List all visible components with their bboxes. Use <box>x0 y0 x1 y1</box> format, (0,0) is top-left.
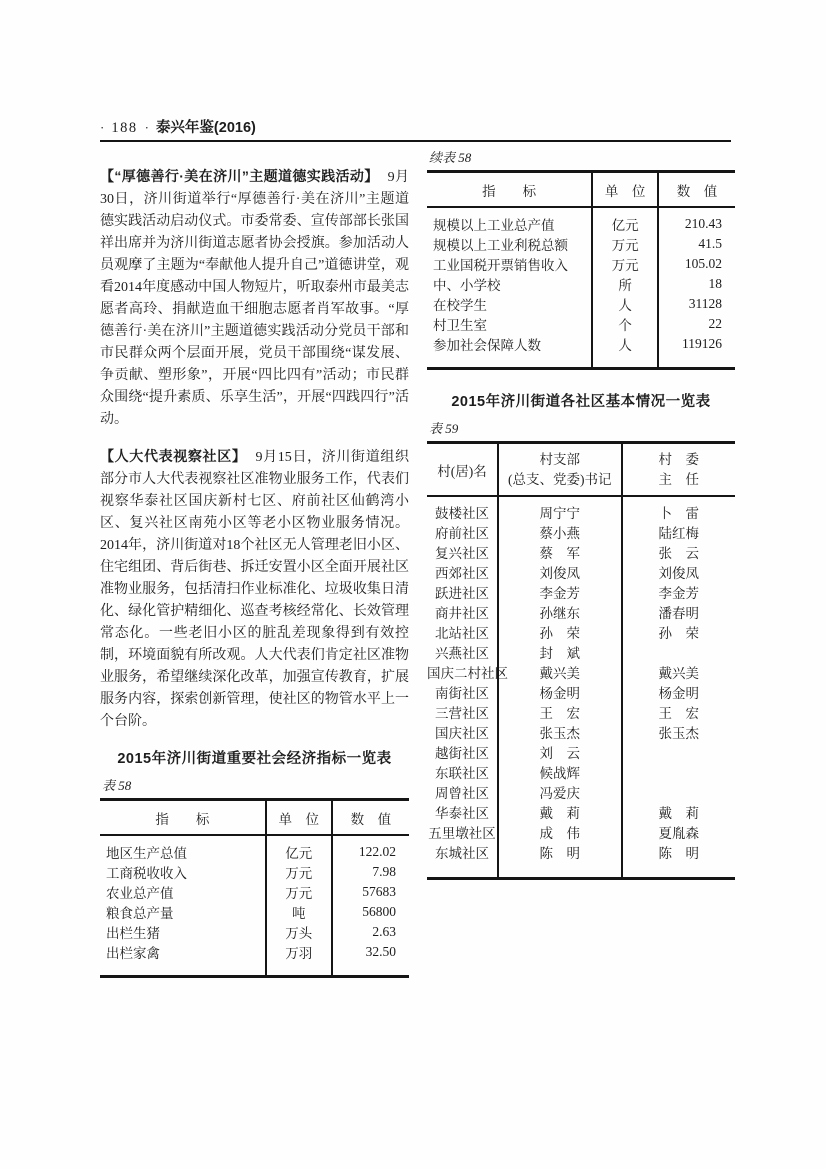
value-cell: 122.02 <box>358 844 396 859</box>
table-row <box>100 922 409 942</box>
separator-dot: · <box>144 120 149 135</box>
secretary-cell: 李金芳 <box>498 582 622 602</box>
header-indicator: 指 标 <box>100 800 266 836</box>
table-row <box>100 942 409 977</box>
secretary-cell: 王 宏 <box>498 702 622 722</box>
director-cell: 陈 明 <box>658 846 699 861</box>
table-59 <box>427 441 735 880</box>
table-row <box>427 622 735 642</box>
table-row <box>427 254 735 274</box>
secretary-cell: 成 伟 <box>498 822 622 842</box>
village-cell: 跃进社区 <box>427 582 498 602</box>
director-cell: 孙 荣 <box>658 626 699 641</box>
table-row <box>427 496 735 522</box>
secretary-cell: 戴 莉 <box>498 802 622 822</box>
village-cell: 国庆社区 <box>427 722 498 742</box>
indicator-cell: 规模以上工业利税总额 <box>427 234 592 254</box>
table-59-title: 2015年济川街道各社区基本情况一览表 <box>451 394 711 410</box>
left-column <box>100 151 409 978</box>
director-cell: 张 云 <box>658 546 699 561</box>
secretary-cell: 蔡 军 <box>498 542 622 562</box>
book-title: 泰兴年鉴(2016) <box>155 120 256 136</box>
director-cell <box>622 742 736 762</box>
village-cell: 西郊社区 <box>427 562 498 582</box>
indicator-cell: 农业总产值 <box>100 882 266 902</box>
value-cell: 32.50 <box>365 944 396 959</box>
unit-cell: 人 <box>592 294 658 314</box>
right-column <box>427 147 735 880</box>
director-cell: 夏胤森 <box>658 826 699 841</box>
village-cell: 东联社区 <box>427 762 498 782</box>
unit-cell: 人 <box>592 334 658 369</box>
director-cell <box>622 642 736 662</box>
table-58-label: 表 58 <box>102 778 132 793</box>
value-cell: 41.5 <box>698 236 722 251</box>
secretary-cell: 戴兴美 <box>498 662 622 682</box>
village-cell: 兴燕社区 <box>427 642 498 662</box>
header-director <box>622 443 736 497</box>
value-cell: 22 <box>708 316 722 331</box>
table-row <box>427 602 735 622</box>
separator-dot: · <box>100 120 105 135</box>
unit-cell: 万元 <box>266 882 332 902</box>
header-secretary-line1: 村支部 <box>539 452 580 467</box>
director-cell <box>622 762 736 782</box>
table-header-row <box>427 443 735 497</box>
village-cell: 东城社区 <box>427 842 498 879</box>
director-cell: 杨金明 <box>658 686 699 701</box>
unit-cell: 所 <box>592 274 658 294</box>
table-row <box>100 882 409 902</box>
indicator-cell: 工业国税开票销售收入 <box>427 254 592 274</box>
table-59-label: 表 59 <box>429 421 459 436</box>
table-row <box>427 822 735 842</box>
unit-cell: 个 <box>592 314 658 334</box>
table-row <box>100 835 409 862</box>
village-cell: 五里墩社区 <box>427 822 498 842</box>
director-cell: 张玉杰 <box>658 726 699 741</box>
secretary-cell: 杨金明 <box>498 682 622 702</box>
table-row <box>427 782 735 802</box>
table-row <box>427 662 735 682</box>
value-cell: 119126 <box>682 336 722 351</box>
secretary-cell: 孙 荣 <box>498 622 622 642</box>
table-row <box>427 542 735 562</box>
secretary-cell: 孙继东 <box>498 602 622 622</box>
table-row <box>427 802 735 822</box>
table-row <box>427 562 735 582</box>
table-row <box>427 702 735 722</box>
entry-body: 9月15日，济川街道组织部分市人大代表视察社区准物业服务工作，代表们视察华泰社区国庆新村七区、府前社区仙鹤湾小区、复兴社区南苑小区等老小区物业服务情况。2014年，济川街道对18个社区无人管理老旧小区、住宅组团、背后街巷、拆迁安置小区全面开展社区准物业服务，包括清扫作业标准化、垃圾收集日清化、绿化管护精细化、巡查考核经常化、长效管理常态化。一些老旧小区的脏乱差现象得到有效控制，环境面貌有所改观。人大代表们肯定社区准物业服务，希望继续深化改革，加强宣传教育，扩展服务内容，探索创新管理，使社区的物管水平上一个台阶。 <box>100 450 409 729</box>
secretary-cell: 刘俊凤 <box>498 562 622 582</box>
value-cell: 57683 <box>362 884 396 899</box>
indicator-cell: 出栏家禽 <box>100 942 266 977</box>
table-row <box>427 842 735 879</box>
value-cell: 2.63 <box>372 924 396 939</box>
header-secretary <box>498 443 622 497</box>
table-row <box>427 234 735 254</box>
secretary-cell: 陈 明 <box>498 842 622 879</box>
village-cell: 北站社区 <box>427 622 498 642</box>
value-cell: 105.02 <box>684 256 722 271</box>
indicator-cell: 地区生产总值 <box>100 835 266 862</box>
table-row <box>427 314 735 334</box>
header-unit: 单 位 <box>592 172 658 208</box>
table-row <box>427 334 735 369</box>
director-cell: 卜 雷 <box>658 506 699 521</box>
indicator-cell: 村卫生室 <box>427 314 592 334</box>
entry-body: 9月30日，济川街道举行“厚德善行·美在济川”主题道德实践活动启动仪式。市委常委、宣传部部长张国祥出席并为济川街道志愿者协会授旗。参加活动人员观摩了主题为“奉献他人提升自己”道德讲堂，观看2014年度感动中国人物短片，听取泰州市最美志愿者高玲、捐献造血干细胞志愿者肖军故事。“厚德善行·美在济川”主题道德实践活动分党员干部和市民群众两个层面开展，党员干部围绕“谋发展、争贡献、塑形象”，开展“四比四有”活动；市民群众围绕“提升素质、乐享生活”，开展“四践四行”活动。 <box>100 170 410 427</box>
village-cell: 府前社区 <box>427 522 498 542</box>
page-number: 188 <box>111 120 138 136</box>
secretary-cell: 封 斌 <box>498 642 622 662</box>
table-row <box>427 274 735 294</box>
table-58-continued-label: 续表 58 <box>429 150 472 165</box>
entry-title: 【“厚德善行·美在济川”主题道德实践活动】 <box>100 168 379 184</box>
table-header-row <box>100 800 409 836</box>
table-58 <box>100 798 409 978</box>
unit-cell: 亿元 <box>266 835 332 862</box>
value-cell: 7.98 <box>372 864 396 879</box>
table-row <box>100 902 409 922</box>
village-cell: 南街社区 <box>427 682 498 702</box>
secretary-cell: 冯爱庆 <box>498 782 622 802</box>
indicator-cell: 粮食总产量 <box>100 902 266 922</box>
table-row <box>427 582 735 602</box>
header-village-name: 村(居)名 <box>427 443 498 497</box>
running-head <box>100 116 256 137</box>
secretary-cell: 蔡小燕 <box>498 522 622 542</box>
indicator-cell: 参加社会保障人数 <box>427 334 592 369</box>
header-secretary-line2: (总支、党委)书记 <box>507 472 612 487</box>
value-cell: 18 <box>708 276 722 291</box>
indicator-cell: 在校学生 <box>427 294 592 314</box>
table-header-row <box>427 172 735 208</box>
director-cell: 陆红梅 <box>658 526 699 541</box>
unit-cell: 万羽 <box>266 942 332 977</box>
header-value: 数 值 <box>332 800 409 836</box>
indicator-cell: 中、小学校 <box>427 274 592 294</box>
unit-cell: 万元 <box>266 862 332 882</box>
village-cell: 鼓楼社区 <box>427 496 498 522</box>
header-unit: 单 位 <box>266 800 332 836</box>
value-cell: 210.43 <box>684 216 722 231</box>
table-row <box>427 762 735 782</box>
director-cell: 潘春明 <box>658 606 699 621</box>
director-cell: 李金芳 <box>658 586 699 601</box>
header-director-line1: 村 委 <box>658 452 699 467</box>
indicator-cell: 出栏生猪 <box>100 922 266 942</box>
table-row <box>427 522 735 542</box>
director-cell: 戴兴美 <box>658 666 699 681</box>
table-row <box>427 294 735 314</box>
table-row <box>427 722 735 742</box>
table-row <box>100 862 409 882</box>
village-cell: 越街社区 <box>427 742 498 762</box>
header-value: 数 值 <box>658 172 735 208</box>
director-cell: 戴 莉 <box>658 806 699 821</box>
director-cell: 刘俊凤 <box>658 566 699 581</box>
village-cell: 复兴社区 <box>427 542 498 562</box>
table-58-title: 2015年济川街道重要社会经济指标一览表 <box>117 751 392 767</box>
article-entry <box>100 445 409 733</box>
unit-cell: 万元 <box>592 254 658 274</box>
value-cell: 56800 <box>362 904 396 919</box>
village-cell: 华泰社区 <box>427 802 498 822</box>
village-cell: 三营社区 <box>427 702 498 722</box>
unit-cell: 万元 <box>592 234 658 254</box>
secretary-cell: 周宁宁 <box>498 496 622 522</box>
village-cell: 周曾社区 <box>427 782 498 802</box>
table-58-continued <box>427 170 735 370</box>
table-row <box>427 682 735 702</box>
header-divider <box>100 140 731 142</box>
table-row <box>427 207 735 234</box>
village-cell: 商井社区 <box>427 602 498 622</box>
village-cell: 国庆二村社区 <box>427 662 498 682</box>
unit-cell: 吨 <box>266 902 332 922</box>
header-indicator: 指 标 <box>427 172 592 208</box>
indicator-cell: 规模以上工业总产值 <box>427 207 592 234</box>
unit-cell: 亿元 <box>592 207 658 234</box>
header-director-line2: 主 任 <box>658 472 699 487</box>
table-row <box>427 742 735 762</box>
secretary-cell: 候战辉 <box>498 762 622 782</box>
director-cell: 王 宏 <box>658 706 699 721</box>
secretary-cell: 张玉杰 <box>498 722 622 742</box>
table-row <box>427 642 735 662</box>
secretary-cell: 刘 云 <box>498 742 622 762</box>
entry-title: 【人大代表视察社区】 <box>100 448 247 464</box>
article-entry <box>100 165 409 431</box>
director-cell <box>622 782 736 802</box>
unit-cell: 万头 <box>266 922 332 942</box>
indicator-cell: 工商税收收入 <box>100 862 266 882</box>
value-cell: 31128 <box>688 296 722 311</box>
